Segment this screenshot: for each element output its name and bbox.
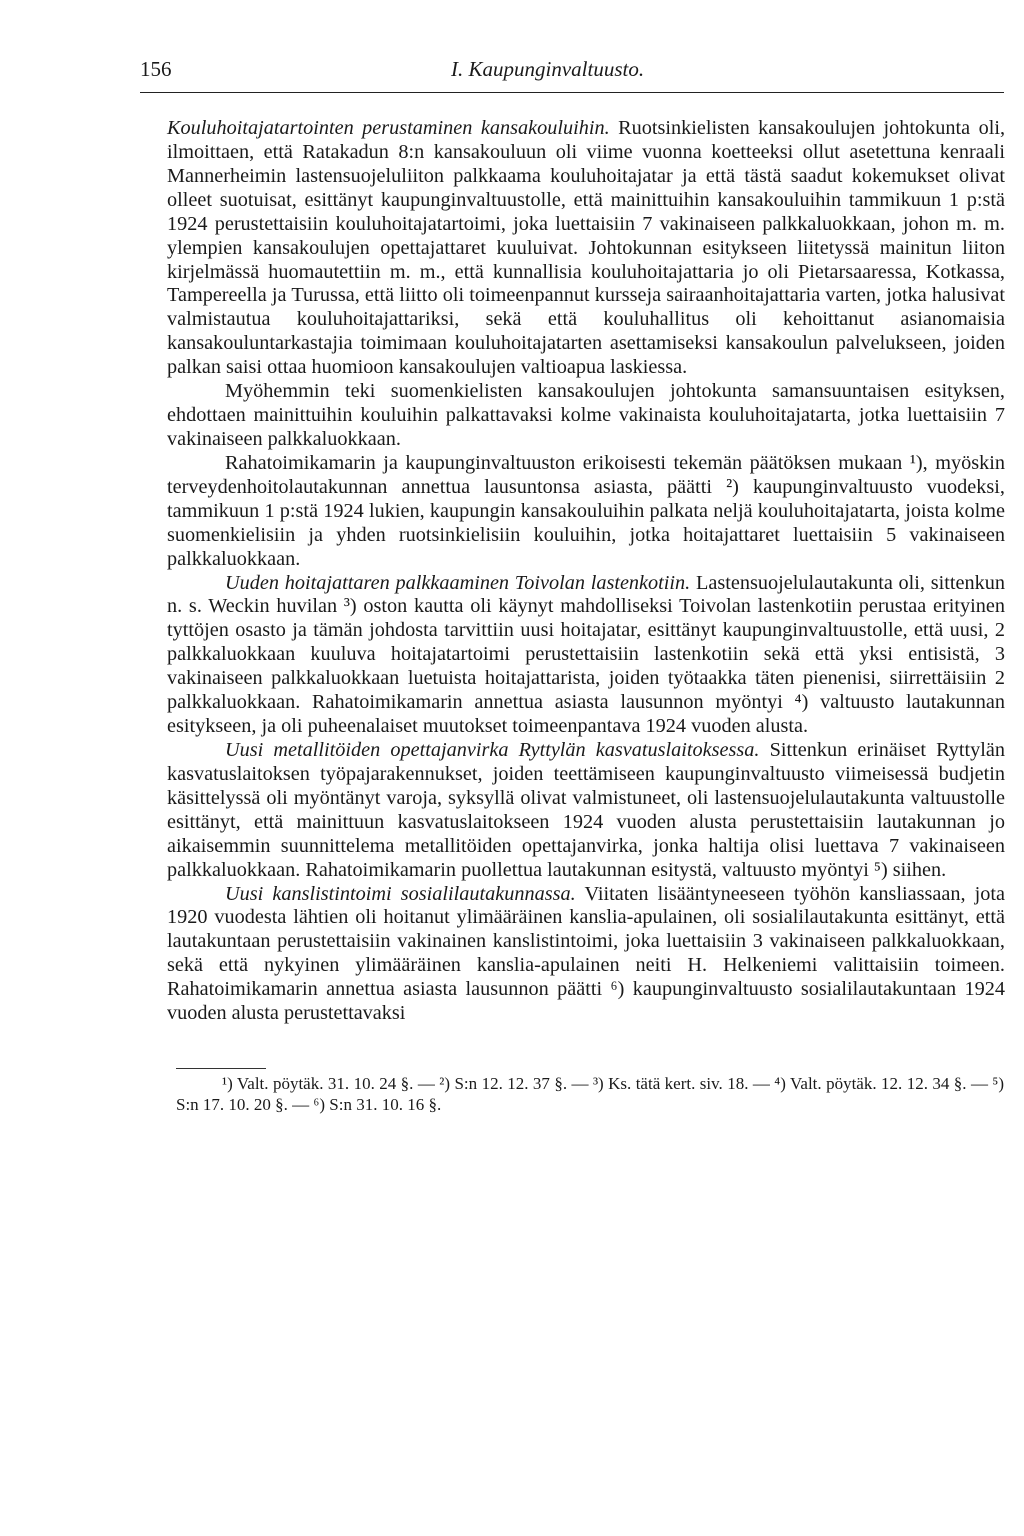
paragraph-text: Viitaten lisääntyneeseen työhön kansliassaan, jota 1920 vuodesta lähtien oli hoitanut ylimääräinen kanslia-apulainen, oli sosialilautakunta esittänyt, että lautakuntaan perustettaisiin vakinainen kanslistintoimi, joka luettaisiin 3 vakinaiseen palkkaluokkaan, sekä että nykyinen ylimääräinen kanslia-apulainen neiti H. Helkeniemi valittaisiin toimeen. Rahatoimikamarin annettua asiasta lausunnon päätti ⁶) kaupunginvaltuusto sosialilautakuntaan 1924 vuoden alusta perustettavaksi [167, 882, 1005, 1025]
footnote-rule [176, 1068, 266, 1069]
footnotes: ¹) Valt. pöytäk. 31. 10. 24 §. — ²) S:n 12. 12. 37 §. — ³) Ks. tätä kert. siv. 18. — ⁴) Valt. pöytäk. 12. 12. 34 §. — ⁵) S:n 17. 10. 20 §. — ⁶) S:n 31. 10. 16 §. [176, 1074, 1004, 1114]
paragraph-text: Ruotsinkielisten kansakoulujen johtokunta oli, ilmoittaen, että Ratakadun 8:n kansakouluun oli viime vuonna koetteeksi ollut asetettuna kenraali Mannerheimin lastensuojeluliiton palkkaama kouluhoitajatar ja että tästä saadut kokemukset olivat olleet suotuisat, esittänyt kaupunginvaltuustolle, että mainittuihin kansakouluihin tammikuun 1 p:stä 1924 perustettaisiin kouluhoitajatartoimi, joka luettaisiin 7 vakinaiseen palkkaluokkaan, johon m. m. ylempien kansakoulujen opettajattaret kuuluivat. Johtokunnan esitykseen liitetyssä mainitun liiton kirjelmässä huomautettiin m. m., että kunnallisia kouluhoitajattaria jo oli Pietarsaaressa, Kotkassa, Tampereella ja Turussa, että liitto oli toimeenpannut kursseja sairaanhoitajattaria varten, jotka halusivat valmistautua kouluhoitajattariksi, sekä että kouluhallitus oli kehoittanut asianomaisia kansakouluntarkastajia toimimaan kouluhoitajatarten asettamiseksi kansakoulun palvelukseen, joiden palkan saisi ottaa huomioon kansakoulujen valtioapua laskiessa. [167, 117, 1006, 379]
section-heading: Kouluhoitajatartointen perustaminen kansakouluihin. [167, 117, 610, 139]
page-number: 156 [140, 57, 172, 81]
section-heading: Uuden hoitajattaren palkkaaminen Toivolan lastenkotiin. [225, 571, 691, 594]
paragraph-kanslisti [167, 883, 1005, 1027]
paragraph-suomenkieliset [167, 380, 1005, 452]
header-rule [140, 92, 1004, 93]
running-title: I. Kaupunginvaltuusto. [451, 57, 645, 81]
paragraph-text: Sittenkun erinäiset Ryttylän kasvatuslaitoksen työpajarakennukset, joiden teettämiseen kaupunginvaltuusto viimeisessä budjetin käsittelyssä oli myöntänyt varoja, syksyllä olivat valmistuneet, oli lastensuojelulautakunta valtuustolle esittänyt, että mainittuun kasvatuslaitokseen 1924 vuoden alusta perustettaisiin lautakunnan jo aikaisemmin suunnittelema metallitöiden opettajanvirka, jonka haltija olisi luettava 7 vakinaiseen palkkaluokkaan. Rahatoimikamarin puollettua lautakunnan esitystä, valtuusto myöntyi ⁵) siihen. [167, 738, 1006, 881]
paragraph-text: Lastensuojelulautakunta oli, sittenkun n. s. Weckin huvilan ³) oston kautta oli käynyt mahdolliseksi Toivolan lastenkotiin perustaa erityinen tyttöjen osasto ja tämän johdosta tarvittiin uusi hoitajatar, esittänyt kaupunginvaltuustolle, että uusi, 2 palkkaluokkaan kuuluva hoitajatartoimi perustettaisiin lastenkotiin sekä että yksi entisistä, 3 vakinaiseen palkkaluokkaan luetuista hoitajattarista, joiden työtaakka täten pienenisi, siirrettäisiin 2 palkkaluokkaan. Rahatoimikamarin annettua asiasta lausunnon myöntyi ⁴) valtuusto lautakunnan esitykseen, ja oli puheenalaiset muutokset toimeenpantava 1924 vuoden alusta. [167, 571, 1005, 738]
body-text [167, 117, 1005, 1026]
section-heading: Uusi kanslistintoimi sosialilautakunnassa. [225, 882, 576, 905]
paragraph-text: Rahatoimikamarin ja kaupunginvaltuuston erikoisesti tekemän päätöksen mukaan ¹), myöskin terveydenhoitolautakunnan annettua lausuntonsa asiasta, päätti ²) kaupunginvaltuusto vuodeksi, tammikuun 1 p:stä 1924 lukien, kaupungin kansakouluihin palkata neljä kouluhoitajatarta, joista kolme suomenkielisiin ja yhden ruotsinkielisiin kouluihin, jotka hoitajattaret luettaisiin 5 vakinaiseen palkkaluokkaan. [167, 451, 1005, 570]
page-header [140, 57, 1004, 87]
paragraph-text: Myöhemmin teki suomenkielisten kansakoulujen johtokunta samansuuntaisen esityksen, ehdottaen mainittuihin kouluihin palkattavaksi kolme vakinaista kouluhoitajatarta, jotka luettaisiin 7 vakinaiseen palkkaluokkaan. [167, 380, 1005, 450]
paragraph-paatos [167, 452, 1005, 572]
paragraph-ryttyla [167, 739, 1005, 883]
paragraph-kouluhoitajatar [167, 117, 1005, 380]
paragraph-toivola [167, 572, 1005, 739]
section-heading: Uusi metallitöiden opettajanvirka Ryttylän kasvatuslaitoksessa. [225, 738, 760, 761]
